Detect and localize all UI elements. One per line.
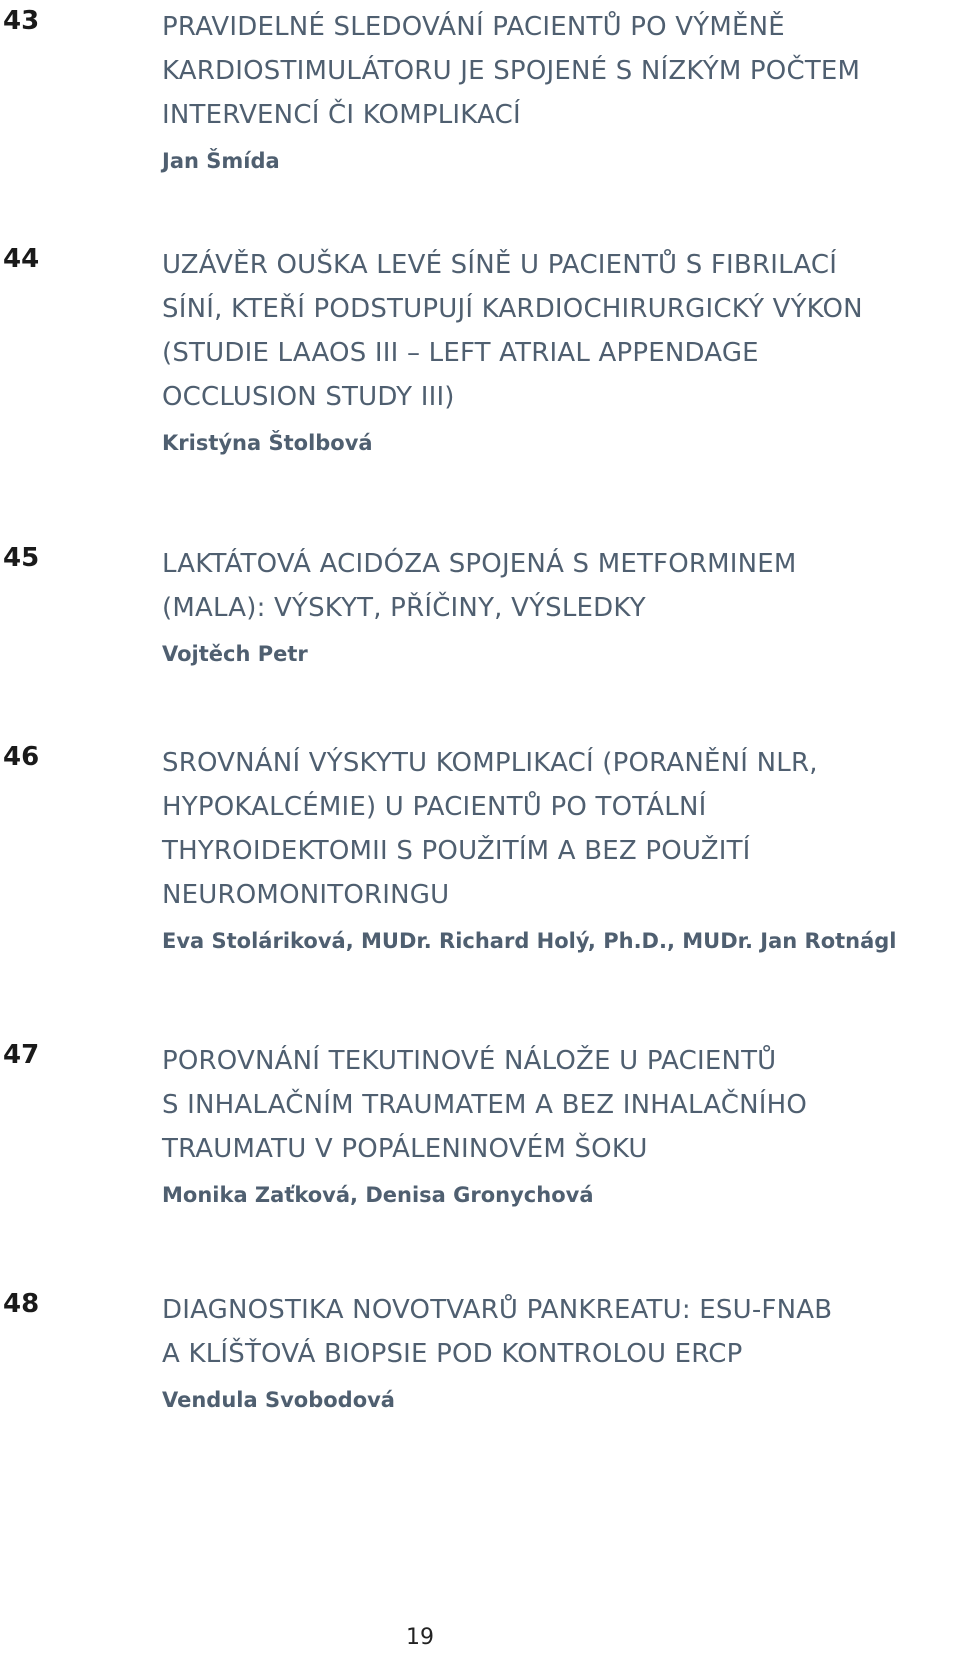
entry-title-line: UZÁVĚR OUŠKA LEVÉ SÍNĚ U PACIENTŮ S FIBRILACÍ xyxy=(162,250,838,280)
entry-title xyxy=(162,539,952,669)
entry-number: 43 xyxy=(3,6,40,36)
entry-title-line: S INHALAČNÍM TRAUMATEM A BEZ INHALAČNÍHO xyxy=(162,1090,808,1120)
entry-title-line: INTERVENCÍ ČI KOMPLIKACÍ xyxy=(162,100,521,130)
entry-author: Jan Šmída xyxy=(162,149,280,173)
entry-title-line: DIAGNOSTIKA NOVOTVARŮ PANKREATU: ESU-FNAB xyxy=(162,1295,833,1325)
entry-title-line: POROVNÁNÍ TEKUTINOVÉ NÁLOŽE U PACIENTŮ xyxy=(162,1046,777,1076)
page-number: 19 xyxy=(406,1625,434,1650)
entry-number: 48 xyxy=(3,1289,40,1319)
entry-title xyxy=(162,738,952,956)
entry-number: 45 xyxy=(3,543,40,573)
entry-title-line: A KLÍŠŤOVÁ BIOPSIE POD KONTROLOU ERCP xyxy=(162,1339,743,1369)
entry-title-line: KARDIOSTIMULÁTORU JE SPOJENÉ S NÍZKÝM POČTEM xyxy=(162,56,861,86)
entry-author: Kristýna Štolbová xyxy=(162,431,373,455)
entry-author: Vojtěch Petr xyxy=(162,642,308,666)
entry-title-line: (STUDIE LAAOS III – LEFT ATRIAL APPENDAGE xyxy=(162,338,759,368)
entry-title-line: PRAVIDELNÉ SLEDOVÁNÍ PACIENTŮ PO VÝMĚNĚ xyxy=(162,12,785,42)
entry-title xyxy=(162,240,952,458)
entry-title xyxy=(162,2,952,176)
entry-title-line: THYROIDEKTOMII S POUŽITÍM A BEZ POUŽITÍ xyxy=(162,836,751,866)
entry-title xyxy=(162,1285,952,1415)
entry-title-line: LAKTÁTOVÁ ACIDÓZA SPOJENÁ S METFORMINEM xyxy=(162,549,797,579)
entry-title-line: (MALA): VÝSKYT, PŘÍČINY, VÝSLEDKY xyxy=(162,593,646,623)
entry-number: 44 xyxy=(3,244,40,274)
entry-author: Monika Zaťková, Denisa Gronychová xyxy=(162,1183,594,1207)
entry-title-line: SROVNÁNÍ VÝSKYTU KOMPLIKACÍ (PORANĚNÍ NLR, xyxy=(162,748,818,778)
entry-title-line: TRAUMATU V POPÁLENINOVÉM ŠOKU xyxy=(162,1134,648,1164)
entry-title-line: SÍNÍ, KTEŘÍ PODSTUPUJÍ KARDIOCHIRURGICKÝ VÝKON xyxy=(162,294,863,324)
entry-title xyxy=(162,1036,952,1210)
entry-title-line: HYPOKALCÉMIE) U PACIENTŮ PO TOTÁLNÍ xyxy=(162,792,707,822)
entry-number: 46 xyxy=(3,742,40,772)
entry-author: Eva Stoláriková, MUDr. Richard Holý, Ph.D., MUDr. Jan Rotnágl xyxy=(162,929,897,953)
entry-author: Vendula Svobodová xyxy=(162,1388,395,1412)
entry-title-line: NEUROMONITORINGU xyxy=(162,880,450,910)
entry-title-line: OCCLUSION STUDY III) xyxy=(162,382,455,412)
entry-number: 47 xyxy=(3,1040,40,1070)
